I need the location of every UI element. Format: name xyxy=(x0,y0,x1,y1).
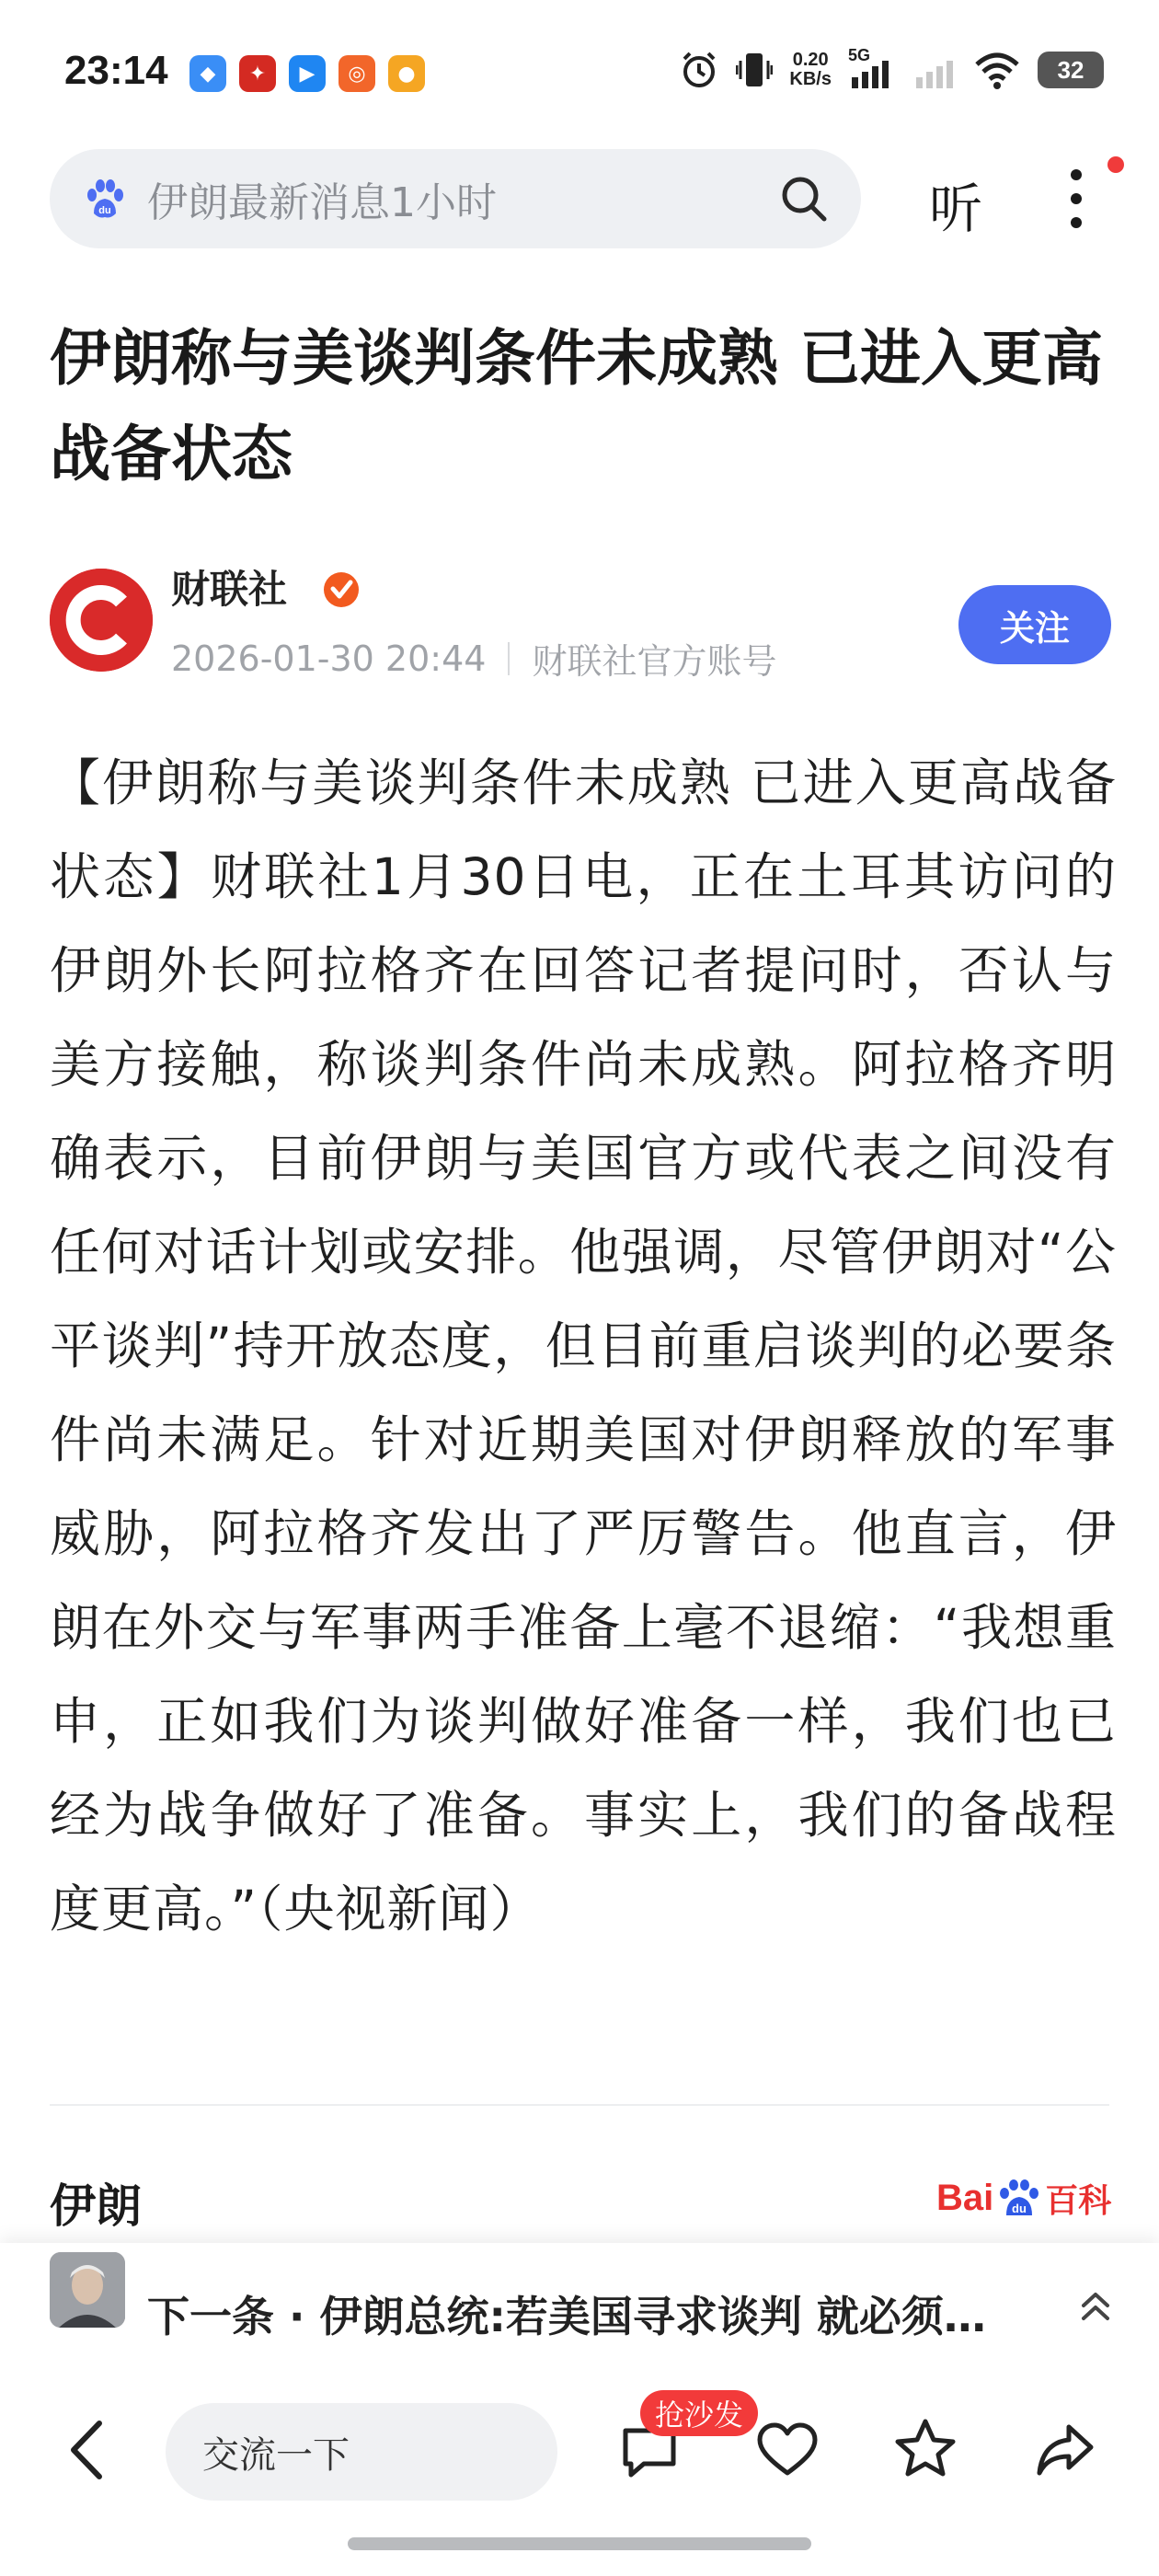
app-notification-icon: ● xyxy=(388,55,425,92)
account-description: 财联社官方账号 xyxy=(532,641,777,682)
baidu-paw-icon xyxy=(83,177,127,221)
section-divider xyxy=(50,2104,1109,2106)
baike-paw-icon xyxy=(995,2179,1043,2219)
net-speed-value: 0.20 xyxy=(792,50,829,70)
share-icon[interactable] xyxy=(1032,2418,1098,2484)
next-article-thumbnail[interactable] xyxy=(50,2252,125,2328)
comment-badge: 抢沙发 xyxy=(640,2390,758,2436)
search-query[interactable]: 伊朗最新消息1小时 xyxy=(147,179,497,226)
meta-divider xyxy=(508,642,510,675)
related-topic-title[interactable]: 伊朗 xyxy=(50,2179,142,2233)
alarm-icon xyxy=(679,50,719,90)
signal-label: 5G xyxy=(848,46,871,64)
wifi-icon xyxy=(973,50,1021,90)
signal-5g-icon xyxy=(848,46,896,90)
article-meta xyxy=(171,633,776,684)
next-article-title[interactable]: 下一条 · 伊朗总统:若美国寻求谈判 就必须… xyxy=(147,2292,986,2341)
verified-badge-icon xyxy=(322,570,361,609)
back-arrow-icon[interactable] xyxy=(59,2418,114,2482)
app-notification-icon: ✦ xyxy=(239,55,276,92)
comment-input[interactable]: 交流一下 xyxy=(166,2403,557,2501)
app-notification-icon: ◆ xyxy=(189,55,226,92)
author-avatar[interactable] xyxy=(50,569,153,672)
notification-dot xyxy=(1107,156,1124,173)
status-time: 23:14 xyxy=(64,48,168,93)
author-name[interactable]: 财联社 xyxy=(171,567,288,612)
svg-text:du: du xyxy=(98,205,111,216)
like-heart-icon[interactable] xyxy=(754,2418,820,2484)
chevron-up-icon[interactable] xyxy=(1073,2285,1119,2331)
baike-logo-bai: Bai xyxy=(936,2178,994,2218)
article-body: 【伊朗称与美谈判条件未成熟 已进入更高战备状态】财联社1月30日电，正在土耳其访问的伊朗外长阿拉格齐在回答记者提问时，否认与美方接触，称谈判条件尚未成熟。阿拉格齐明确表示，目前伊朗与美国官方或代表之间没有任何对话计划或安排。他强调，尽管伊朗对“公平谈判”持开放态度，但目前重启谈判的必要条件尚未满足。针对近期美国对伊朗释放的军事威胁，阿拉格齐发出了严厉警告。他直言，伊朗在外交与军事两手准备上毫不退缩：“我想重申，正如我们为谈判做好准备一样，我们也已经为战争做好了准备。事实上，我们的备战程度更高。”（央视新闻） xyxy=(50,753,1117,1938)
listen-button[interactable]: 听 xyxy=(929,178,983,240)
net-speed-unit: KB/s xyxy=(789,69,832,89)
app-notification-icon: ▶ xyxy=(289,55,326,92)
baike-logo-cn: 百科 xyxy=(1045,2182,1112,2220)
favorite-star-icon[interactable] xyxy=(892,2416,958,2482)
search-bar[interactable] xyxy=(50,149,861,248)
baidu-baike-logo xyxy=(936,2175,1111,2222)
baike-logo-du: du xyxy=(1012,2201,1027,2215)
follow-button[interactable]: 关注 xyxy=(958,585,1111,664)
network-speed xyxy=(789,51,832,89)
article-title: 伊朗称与美谈判条件未成熟 已进入更高战备状态 xyxy=(50,323,1103,489)
publish-datetime: 2026-01-30 20:44 xyxy=(171,638,487,679)
signal-empty-icon xyxy=(912,50,957,90)
battery-indicator: 32 xyxy=(1038,52,1104,88)
search-icon[interactable] xyxy=(778,173,830,224)
vibrate-icon xyxy=(736,50,773,90)
app-notification-icon: ◎ xyxy=(339,55,375,92)
more-options-icon[interactable] xyxy=(1058,162,1095,236)
notification-icons xyxy=(189,55,425,92)
status-bar xyxy=(0,0,1159,147)
system-icons xyxy=(679,46,1104,90)
home-indicator[interactable] xyxy=(348,2537,811,2550)
